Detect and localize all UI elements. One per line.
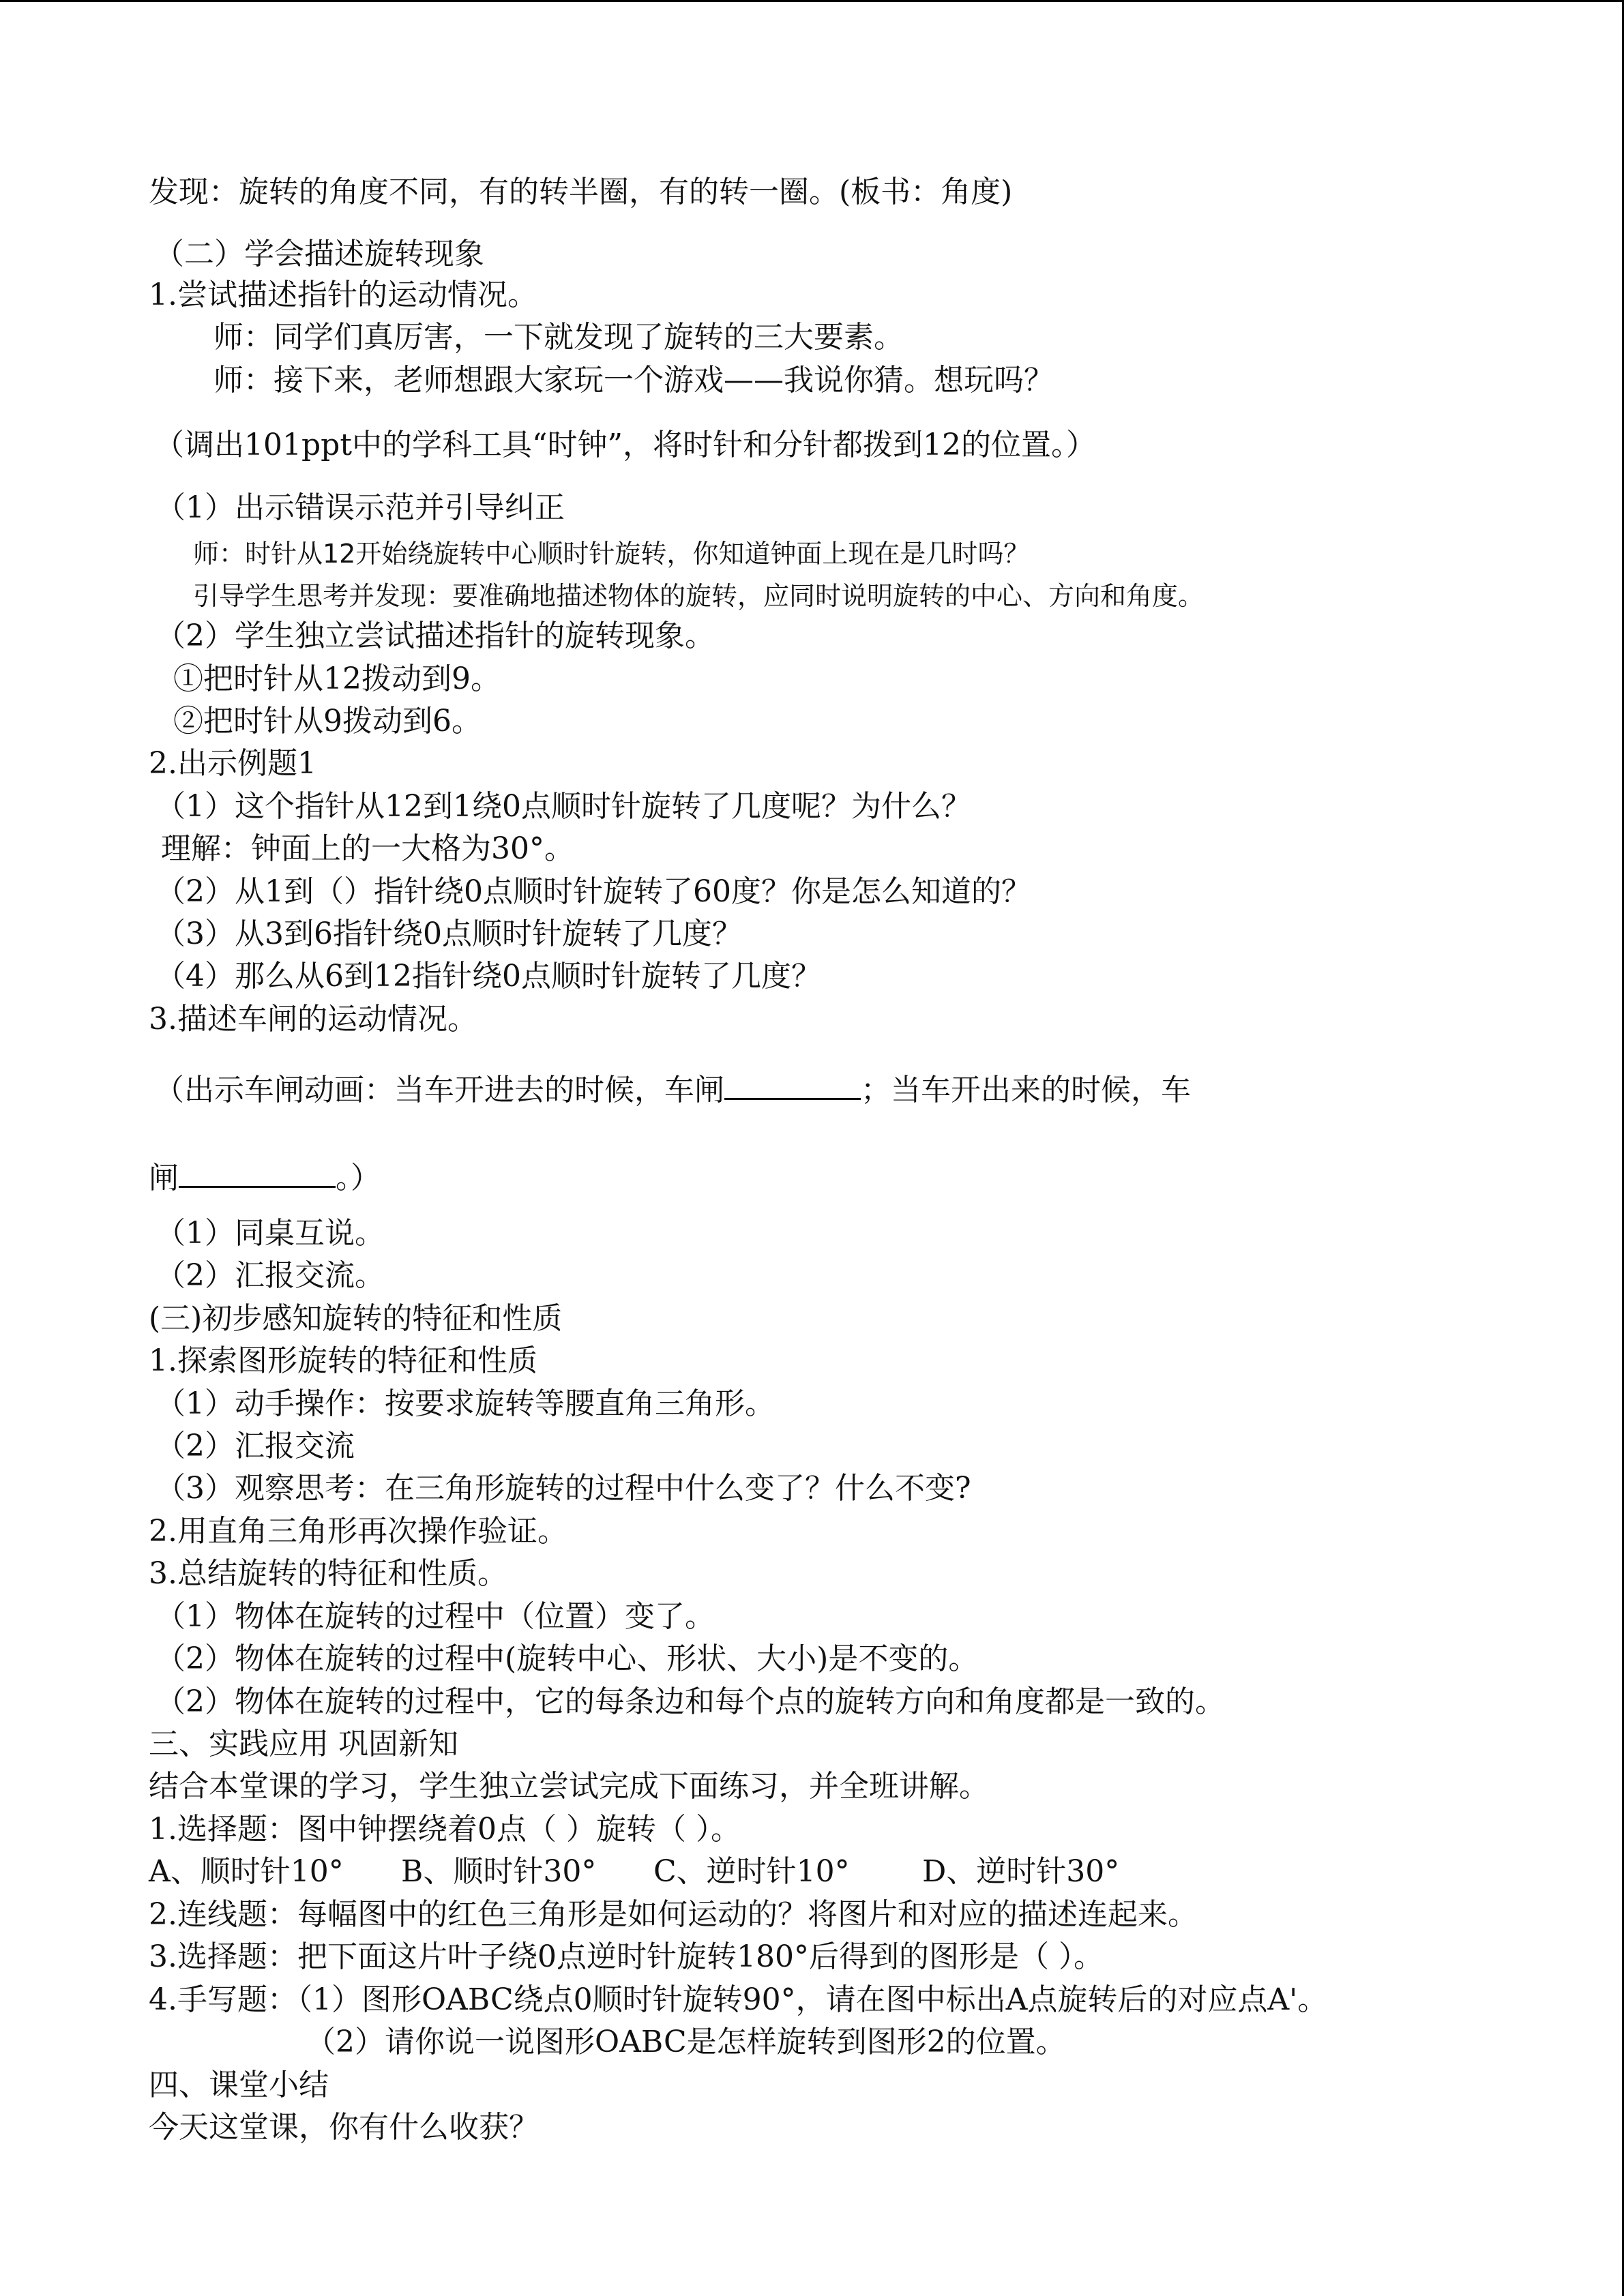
paragraph-line: 2.用直角三角形再次操作验证。 (149, 1514, 567, 1549)
choice-c: C、逆时针10° (653, 1854, 850, 1889)
paragraph-line (154, 1068, 1191, 1109)
paragraph-line: 1.探索图形旋转的特征和性质 (149, 1343, 537, 1378)
paragraph-line: （2）请你说一说图形OABC是怎样旋转到图形2的位置。 (306, 2025, 1066, 2059)
paragraph-line: 发现：旋转的角度不同，有的转半圈，有的转一圈。(板书：角度) (149, 175, 1013, 209)
paragraph-line: （4）那么从6到12指针绕0点顺时针旋转了几度？ (156, 959, 821, 994)
choice-b: B、顺时针30° (401, 1854, 597, 1889)
paragraph-line: （1）这个指针从12到1绕0点顺时针旋转了几度呢？为什么？ (156, 789, 971, 824)
paragraph-line: （3）观察思考：在三角形旋转的过程中什么变了？什么不变? (156, 1471, 971, 1506)
paragraph-line: 1.选择题：图中钟摆绕着0点（ ）旋转（ ）。 (149, 1812, 741, 1847)
paragraph-line: （2）汇报交流。 (156, 1258, 385, 1293)
paragraph-line (149, 1156, 381, 1197)
text-segment: 闸 (149, 1161, 179, 1195)
paragraph-line: 师：时针从12开始绕旋转中心顺时针旋转，你知道钟面上现在是几时吗？ (193, 539, 1030, 569)
section-heading: 三、实践应用 巩固新知 (149, 1727, 458, 1761)
paragraph-line: 3.选择题：把下面这片叶子绕0点逆时针旋转180°后得到的图形是（ ）。 (149, 1939, 1104, 1974)
paragraph-line: 2.出示例题1 (149, 746, 316, 781)
paragraph-line: 师：接下来，老师想跟大家玩一个游戏——我说你猜。想玩吗？ (213, 363, 1054, 398)
paragraph-line: 师：同学们真厉害，一下就发现了旋转的三大要素。 (213, 320, 904, 355)
paragraph-line: （1）同桌互说。 (156, 1216, 385, 1251)
fill-blank (724, 1068, 861, 1100)
section-heading: 四、课堂小结 (149, 2068, 329, 2102)
section-heading: （二）学会描述旋转现象 (154, 237, 484, 271)
paragraph-line: （3）从3到6指针绕0点顺时针旋转了几度？ (156, 916, 742, 951)
paragraph-line: （1）动手操作：按要求旋转等腰直角三角形。 (156, 1386, 775, 1421)
paragraph-line: 3.描述车闸的运动情况。 (149, 1002, 477, 1037)
paragraph-line: （2）汇报交流 (156, 1429, 355, 1463)
paragraph-line: （2）物体在旋转的过程中(旋转中心、形状、大小)是不变的。 (156, 1641, 979, 1676)
paragraph-line: 引导学生思考并发现：要准确地描述物体的旋转，应同时说明旋转的中心、方向和角度。 (193, 581, 1205, 611)
section-heading: (三)初步感知旋转的特征和性质 (149, 1301, 563, 1336)
paragraph-line: 1.尝试描述指针的运动情况。 (149, 278, 537, 312)
paragraph-line: 结合本堂课的学习，学生独立尝试完成下面练习，并全班讲解。 (149, 1769, 989, 1804)
paragraph-line: ①把时针从12拨动到9。 (173, 661, 501, 696)
text-segment: ；当车开出来的时候，车 (861, 1073, 1191, 1107)
paragraph-line: 理解：钟面上的一大格为30°。 (161, 831, 574, 866)
paragraph-line: （2）物体在旋转的过程中，它的每条边和每个点的旋转方向和角度都是一致的。 (156, 1684, 1225, 1719)
paragraph-line: （调出101ppt中的学科工具“时钟”，将时针和分针都拨到12的位置。） (154, 428, 1096, 462)
paragraph-line: （1）出示错误示范并引导纠正 (156, 490, 565, 525)
choice-d: D、逆时针30° (922, 1854, 1120, 1889)
fill-blank (179, 1156, 336, 1188)
paragraph-line: 4.手写题：（1）图形OABC绕点0顺时针旋转90°，请在图中标出A点旋转后的对应点A'。 (149, 1982, 1328, 2017)
choice-a: A、顺时针10° (149, 1854, 344, 1889)
paragraph-line: （2）学生独立尝试描述指针的旋转现象。 (156, 618, 715, 653)
paragraph-line: （2）从1到（）指针绕0点顺时针旋转了60度？你是怎么知道的？ (156, 874, 1031, 909)
text-segment: 。） (336, 1161, 381, 1195)
text-segment: （出示车闸动画：当车开进去的时候，车闸 (154, 1073, 724, 1107)
paragraph-line: 3.总结旋转的特征和性质。 (149, 1556, 507, 1591)
paragraph-line: （1）物体在旋转的过程中（位置）变了。 (156, 1599, 715, 1634)
paragraph-line: ②把时针从9拨动到6。 (173, 704, 482, 739)
paragraph-line: 今天这堂课，你有什么收获？ (149, 2110, 539, 2145)
paragraph-line: 2.连线题：每幅图中的红色三角形是如何运动的？将图片和对应的描述连起来。 (149, 1897, 1198, 1932)
